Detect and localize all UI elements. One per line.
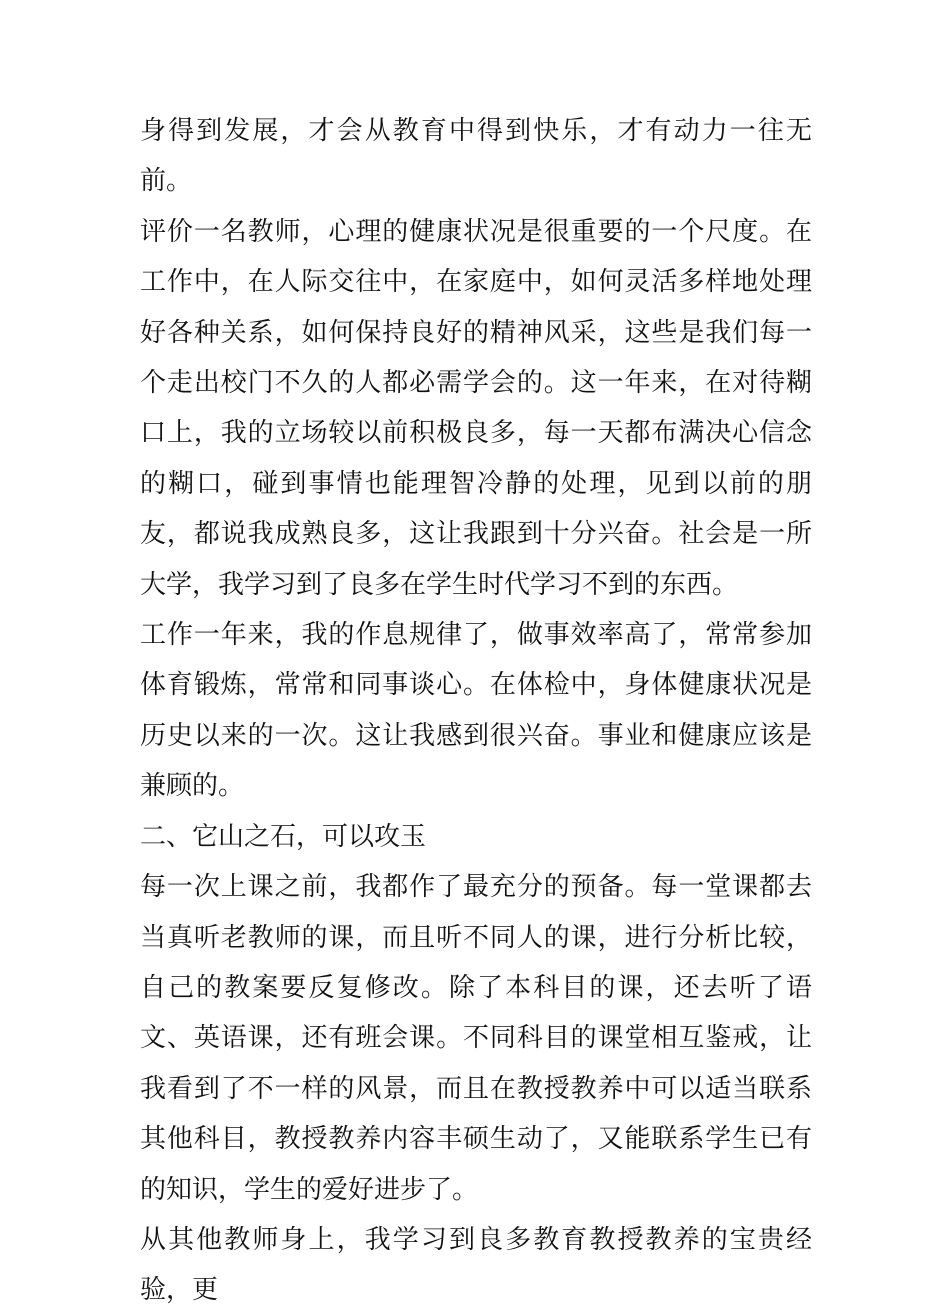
paragraph-3: 工作一年来，我的作息规律了，做事效率高了，常常参加体育锻炼，常常和同事谈心。在体检中，身体健康状况是历史以来的一次。这让我感到很兴奋。事业和健康应该是兼顾的。 xyxy=(140,620,812,802)
paragraph-4: 每一次上课之前，我都作了最充分的预备。每一堂课都去当真听老教师的课，而且听不同人的课，进行分析比较，自己的教案要反复修改。除了本科目的课，还去听了语文、英语课，还有班会课。不同科目的课堂相互鉴戒，让我看到了不一样的风景，而且在教授教养中可以适当联系其他科目，教授教养内容丰硕生动了，又能联系学生已有的知识，学生的爱好进步了。 xyxy=(140,872,812,1205)
paragraph-1: 身得到发展，才会从教育中得到快乐，才有动力一往无前。 xyxy=(140,116,812,197)
section-heading: 二、它山之石，可以攻玉 xyxy=(140,821,427,852)
paragraph-2: 评价一名教师，心理的健康状况是很重要的一个尺度。在工作中，在人际交往中，在家庭中，如何灵活多样地处理好各种关系，如何保持良好的精神风采，这些是我们每一个走出校门不久的人都必需学会的。这一年来，在对待糊口上，我的立场较以前积极良多，每一天都布满决心信念的糊口，碰到事情也能理智冷静的处理，见到以前的朋友，都说我成熟良多，这让我跟到十分兴奋。社会是一所大学，我学习到了良多在学生时代学习不到的东西。 xyxy=(140,216,812,600)
document-body xyxy=(140,106,812,1316)
paragraph-5: 从其他教师身上，我学习到良多教育教授教养的宝贵经验，更 xyxy=(140,1224,812,1306)
